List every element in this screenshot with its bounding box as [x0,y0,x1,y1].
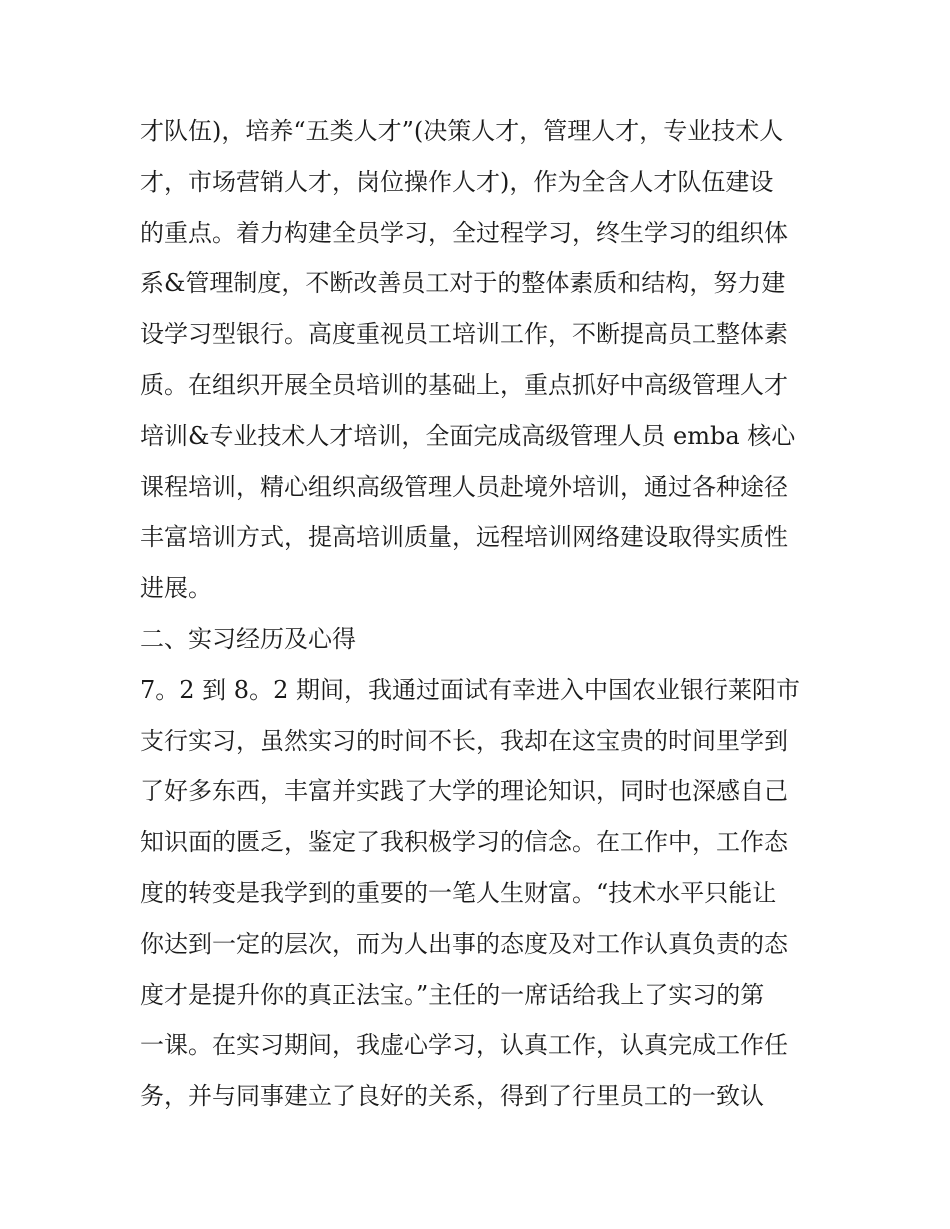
text-line: 设学习型银行。高度重视员工培训工作，不断提高员工整体素 [140,320,788,349]
text-line: 务，并与同事建立了良好的关系，得到了行里员工的一致认 [140,1082,764,1111]
text-line: 你达到一定的层次，而为人出事的态度及对工作认真负责的态 [140,929,788,958]
text-line: 才，市场营销人才，岗位操作人才)，作为全含人才队伍建设 [140,167,774,196]
text-line: 知识面的匮乏，鉴定了我积极学习的信念。在工作中，工作态 [140,828,788,857]
text-line: 质。在组织开展全员培训的基础上，重点抓好中高级管理人才 [140,370,788,399]
text-line: 了好多东西，丰富并实践了大学的理论知识，同时也深感自己 [140,777,788,806]
text-line: 度才是提升你的真正法宝。”主任的一席话给我上了实习的第 [140,980,765,1009]
text-line: 培训&专业技术人才培训，全面完成高级管理人员 emba 核心 [140,421,796,450]
document-body [140,106,820,1122]
section-heading: 二、实习经历及心得 [140,624,356,653]
text-line: 才队伍)，培养“五类人才”(决策人才，管理人才，专业技术人 [140,117,784,145]
text-line: 7。2 到 8。2 期间，我通过面试有幸进入中国农业银行莱阳市 [140,675,800,704]
text-line: 课程培训，精心组织高级管理人员赴境外培训，通过各种途径 [140,472,788,501]
text-line: 的重点。着力构建全员学习，全过程学习，终生学习的组织体 [140,218,788,247]
text-line: 一课。在实习期间，我虚心学习，认真工作，认真完成工作任 [140,1031,788,1060]
text-line: 进展。 [140,574,212,603]
text-line: 度的转变是我学到的重要的一笔人生财富。“技术水平只能让 [140,878,777,907]
text-line: 丰富培训方式，提高培训质量，远程培训网络建设取得实质性 [140,523,788,552]
text-line: 支行实习，虽然实习的时间不长，我却在这宝贵的时间里学到 [140,726,788,755]
text-line: 系&管理制度，不断改善员工对于的整体素质和结构，努力建 [140,269,786,298]
